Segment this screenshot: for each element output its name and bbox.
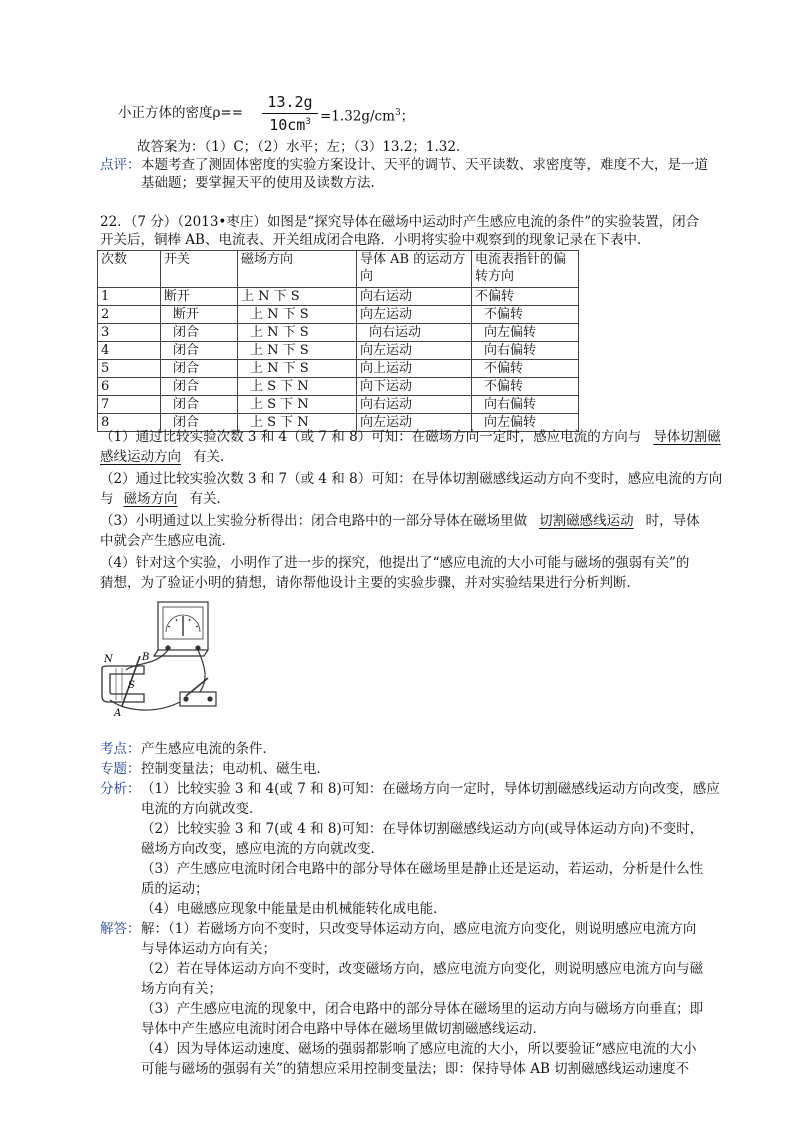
review-line1: 本题考查了测固体密度的实验方案设计、天平的调节、天平读数、求密度等，难度不大，是一道 [141, 157, 708, 173]
zhuanti-label: 专题： [100, 761, 141, 777]
density-fraction [262, 93, 318, 134]
table-cell: 上 N 下 S [238, 342, 357, 360]
table-cell: 向左运动 [357, 306, 472, 324]
table-cell: 不偏转 [472, 360, 579, 378]
table-row [98, 396, 579, 414]
table-header-row [98, 251, 579, 288]
density-result: $=1.32g/cm^3$； [320, 108, 415, 125]
table-cell: 不偏转 [472, 378, 579, 396]
label-B: B [142, 652, 150, 663]
subq2-line1: （2）通过比较实验次数 3 和 7（或 4 和 8）可知：在导体切割磁感线运动方向不变时，感应电流的方向 [100, 471, 723, 487]
table-row [98, 378, 579, 396]
fenxi-line: 磁场方向改变，感应电流的方向就改变． [141, 841, 384, 857]
table-cell: 8 [98, 414, 161, 432]
subq2-line2: 与 磁场方向 有关． [100, 491, 230, 507]
table-cell: 断开 [161, 288, 238, 306]
table-cell: 向左运动 [357, 342, 472, 360]
jieda-line: （2）若在导体运动方向不变时，改变磁场方向，感应电流方向变化，则说明感应电流方向与磁 [141, 961, 704, 977]
jieda-line: 解：（1）若磁场方向不变时，只改变导体运动方向，感应电流方向变化，则说明感应电流方向 [141, 921, 697, 937]
fenxi-line: 电流的方向就改变． [141, 801, 263, 817]
table-row [98, 288, 579, 306]
table-cell: 向左偏转 [472, 414, 579, 432]
table-cell: 不偏转 [472, 288, 579, 306]
table-cell: 向右运动 [357, 288, 472, 306]
table-cell: 向下运动 [357, 378, 472, 396]
table-cell: 上 S 下 N [238, 414, 357, 432]
table-cell: 上 N 下 S [238, 324, 357, 342]
table-cell: 2 [98, 306, 161, 324]
label-N: N [104, 654, 113, 665]
table-row [98, 342, 579, 360]
subq1-line2: 感线运动方向 有关． [100, 449, 234, 465]
table-cell: 闭合 [161, 378, 238, 396]
table-cell: 4 [98, 342, 161, 360]
label-S: S [128, 680, 135, 691]
table-cell: 向左运动 [357, 414, 472, 432]
table-cell: 闭合 [161, 360, 238, 378]
jieda-line: 导体中产生感应电流时闭合电路中导体在磁场里做切割磁感线运动． [141, 1021, 546, 1037]
table-header: 次数 [98, 251, 161, 288]
switch-lever [186, 678, 208, 696]
subq4-line2: 猜想，为了验证小明的猜想，请你帮他设计主要的实验步骤，并对实验结果进行分析判断． [100, 575, 640, 591]
jieda-line: （4）因为导体运动速度、磁场的强弱都影响了感应电流的大小，所以要验证“感应电流的大小 [141, 1041, 697, 1057]
table-cell: 闭合 [161, 396, 238, 414]
review-label: 点评： [100, 157, 141, 173]
kaodian-text: 产生感应电流的条件． [141, 741, 276, 757]
review-line2: 基础题；要掌握天平的使用及读数方法． [141, 175, 384, 191]
table-cell: 1 [98, 288, 161, 306]
table-cell: 7 [98, 396, 161, 414]
table-cell: 上 N 下 S [238, 288, 357, 306]
density-prefix: 小正方体的密度ρ== [118, 105, 244, 121]
table-header: 导体 AB 的运动方向 [357, 251, 472, 288]
fenxi-line: （3）产生感应电流时闭合电路中的部分导体在磁场里是静止还是运动，若运动，分析是什么性 [141, 861, 704, 877]
table-header: 开关 [161, 251, 238, 288]
table-cell: 断开 [161, 306, 238, 324]
table-cell: 向右偏转 [472, 342, 579, 360]
table-cell: 向右运动 [357, 396, 472, 414]
table-header: 磁场方向 [238, 251, 357, 288]
subq3-line1: （3）小明通过以上实验分析得出：闭合电路中的一部分导体在磁场里做 切割磁感线运动 时，导体 [100, 513, 700, 529]
question-line2: 开关后，铜棒 AB、电流表、开关组成闭合电路．小明将实验中观察到的现象记录在下表中． [100, 232, 651, 248]
subq3-line2: 中就会产生感应电流． [100, 533, 235, 549]
table-cell: 5 [98, 360, 161, 378]
table-cell: 6 [98, 378, 161, 396]
fenxi-line: （2）比较实验 3 和 7(或 4 和 8)可知：在导体切割磁感线运动方向(或导体运动方向)不变时， [141, 821, 704, 837]
fenxi-line: 质的运动； [141, 881, 209, 897]
table-cell: 向右运动 [357, 324, 472, 342]
fenxi-label: 分析： [100, 781, 141, 797]
table-cell: 上 N 下 S [238, 306, 357, 324]
label-A: A [114, 708, 122, 718]
table-cell: 向左偏转 [472, 324, 579, 342]
zhuanti-text: 控制变量法；电动机、磁生电． [141, 761, 330, 777]
jieda-line: （3）产生感应电流的现象中，闭合电路中的部分导体在磁场里的运动方向与磁场方向垂直；即 [141, 1001, 704, 1017]
table-cell: 不偏转 [472, 306, 579, 324]
table-cell: 闭合 [161, 342, 238, 360]
jieda-line: 场方向有关； [141, 981, 222, 997]
table-row [98, 360, 579, 378]
subq1-line1: （1）通过比较实验次数 3 和 4（或 7 和 8）可知：在磁场方向一定时，感应电流的方向与 导体切割磁 [100, 429, 721, 445]
u-magnet [102, 666, 144, 702]
subq4-line1: （4）针对这个实验，小明作了进一步的探究，他提出了“感应电流的大小可能与磁场的强弱有关”的 [100, 555, 690, 571]
table-cell: 向上运动 [357, 360, 472, 378]
table-cell: 上 S 下 N [238, 396, 357, 414]
table-cell: 上 S 下 N [238, 378, 357, 396]
fenxi-line: （1）比较实验 3 和 4(或 7 和 8)可知：在磁场方向一定时，导体切割磁感线运动方向改变，感应 [141, 781, 720, 797]
table-row [98, 306, 579, 324]
table-row [98, 324, 579, 342]
apparatus-figure [96, 596, 241, 718]
table-cell: 向右偏转 [472, 396, 579, 414]
jieda-line: 与导体运动方向有关； [141, 941, 276, 957]
experiment-table [97, 250, 579, 432]
fenxi-line: （4）电磁感应现象中能量是由机械能转化成电能． [141, 901, 447, 917]
kaodian-label: 考点： [100, 741, 141, 757]
table-cell: 闭合 [161, 414, 238, 432]
table-cell: 上 N 下 S [238, 360, 357, 378]
question-line1: 22．（7 分）（2013•枣庄）如图是“探究导体在磁场中运动时产生感应电流的条件”的实验装置，闭合 [100, 214, 700, 230]
density-numerator: 13.2g [267, 93, 313, 111]
jieda-label: 解答： [100, 921, 141, 937]
density-denominator: $10cm^3$ [269, 116, 311, 134]
table-header: 电流表指针的偏转方向 [472, 251, 579, 288]
table-cell: 3 [98, 324, 161, 342]
jieda-line: 可能与磁场的强弱有关”的猜想应采用控制变量法；即：保持导体 AB 切割磁感线运动速度不 [141, 1061, 690, 1077]
table-cell: 闭合 [161, 324, 238, 342]
answer-line: 故答案为：（1）C；（2）水平；左；（3）13.2；1.32． [137, 139, 470, 155]
